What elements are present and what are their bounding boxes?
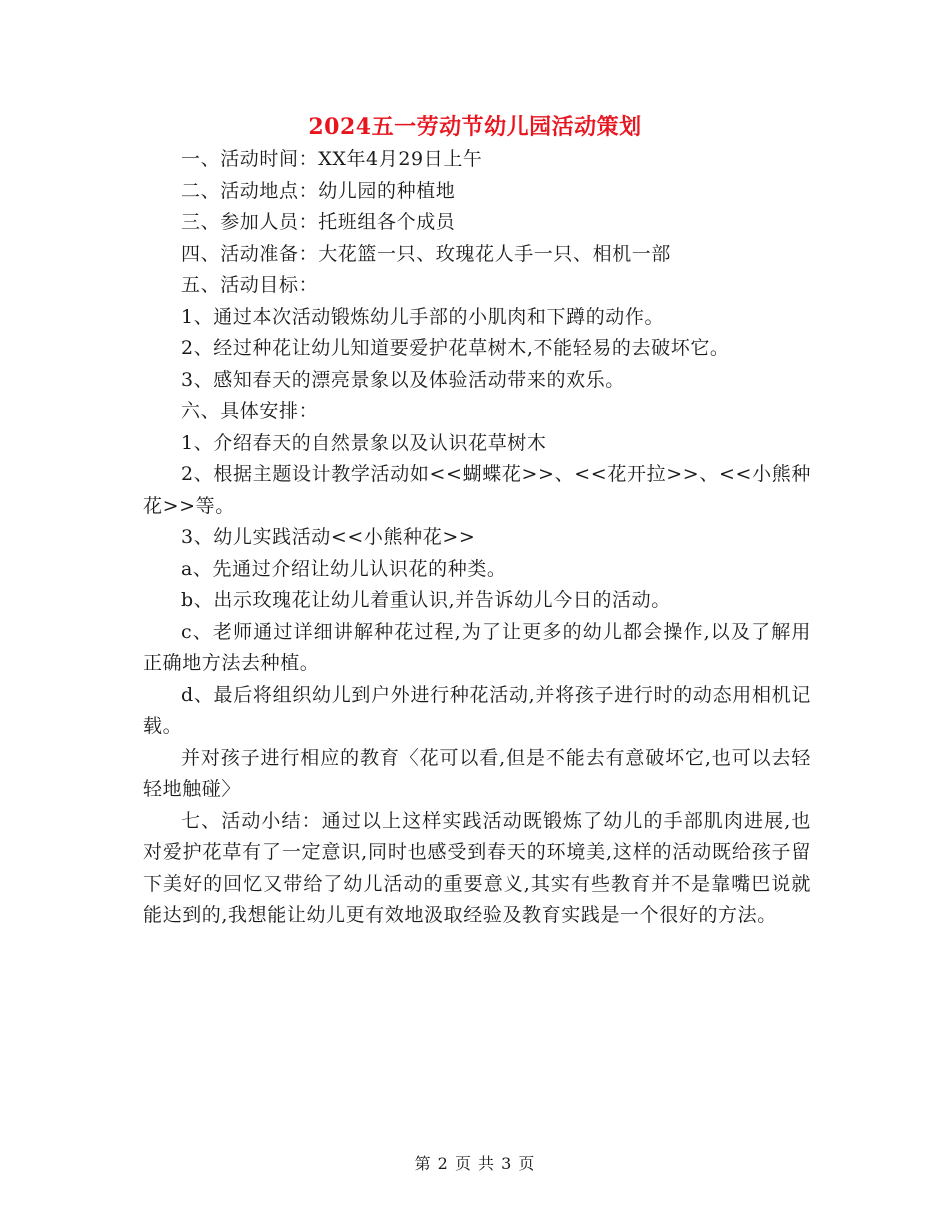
paragraph-arrangement-2: 2、根据主题设计教学活动如<<蝴蝶花>>、<<花开拉>>、<<小熊种花>>等。 xyxy=(143,463,811,517)
paragraph-step-b: b、出示玫瑰花让幼儿着重认识,并告诉幼儿今日的活动。 xyxy=(181,589,671,611)
paragraph-arrangement-3: 3、幼儿实践活动<<小熊种花>> xyxy=(181,526,476,548)
paragraph-education-note: 并对孩子进行相应的教育〈花可以看,但是不能去有意破坏它,也可以去轻轻地触碰〉 xyxy=(143,746,811,800)
paragraph-goal-1: 1、通过本次活动锻炼幼儿手部的小肌肉和下蹲的动作。 xyxy=(181,305,665,328)
paragraph-participants: 三、参加人员：托班组各个成员 xyxy=(181,211,456,233)
paragraph-goal-2: 2、经过种花让幼儿知道要爱护花草树木,不能轻易的去破坏它。 xyxy=(181,337,730,359)
page-footer xyxy=(0,1153,950,1175)
footer-current-page: 2 xyxy=(437,1154,449,1173)
footer-prefix: 第 xyxy=(414,1154,432,1173)
paragraph-goals-heading: 五、活动目标： xyxy=(181,274,319,296)
document-title: 2024五一劳动节幼儿园活动策划 xyxy=(308,114,642,140)
paragraph-arrangement-1: 1、介绍春天的自然景象以及认识花草树木 xyxy=(181,431,547,454)
paragraph-activity-location: 二、活动地点：幼儿园的种植地 xyxy=(181,179,456,202)
paragraph-preparation: 四、活动准备：大花篮一只、玫瑰花人手一只、相机一部 xyxy=(181,242,672,265)
footer-suffix: 页 xyxy=(518,1154,536,1173)
paragraph-arrangement-heading: 六、具体安排： xyxy=(181,400,319,422)
paragraph-goal-3: 3、感知春天的漂亮景象以及体验活动带来的欢乐。 xyxy=(181,368,625,391)
footer-mid: 页 共 xyxy=(454,1154,496,1173)
document-body xyxy=(143,144,811,932)
paragraph-summary: 七、活动小结：通过以上这样实践活动既锻炼了幼儿的手部肌肉进展,也对爱护花草有了一定意识,同时也感受到春天的环境美,这样的活动既给孩子留下美好的回忆又带给了幼儿活动的重要意义,其实有些教育并不是靠嘴巴说就能达到的,我想能让幼儿更有效地汲取经验及教育实践是一个很好的方法。 xyxy=(143,809,811,926)
paragraph-activity-time: 一、活动时间：XX年4月29日上午 xyxy=(181,148,483,170)
footer-total-pages: 3 xyxy=(501,1154,513,1173)
paragraph-step-c: c、老师通过详细讲解种花过程,为了让更多的幼儿都会操作,以及了解用正确地方法去种植。 xyxy=(143,620,811,674)
paragraph-step-a: a、先通过介绍让幼儿认识花的种类。 xyxy=(181,557,507,580)
paragraph-step-d: d、最后将组织幼儿到户外进行种花活动,并将孩子进行时的动态用相机记载。 xyxy=(143,683,811,737)
